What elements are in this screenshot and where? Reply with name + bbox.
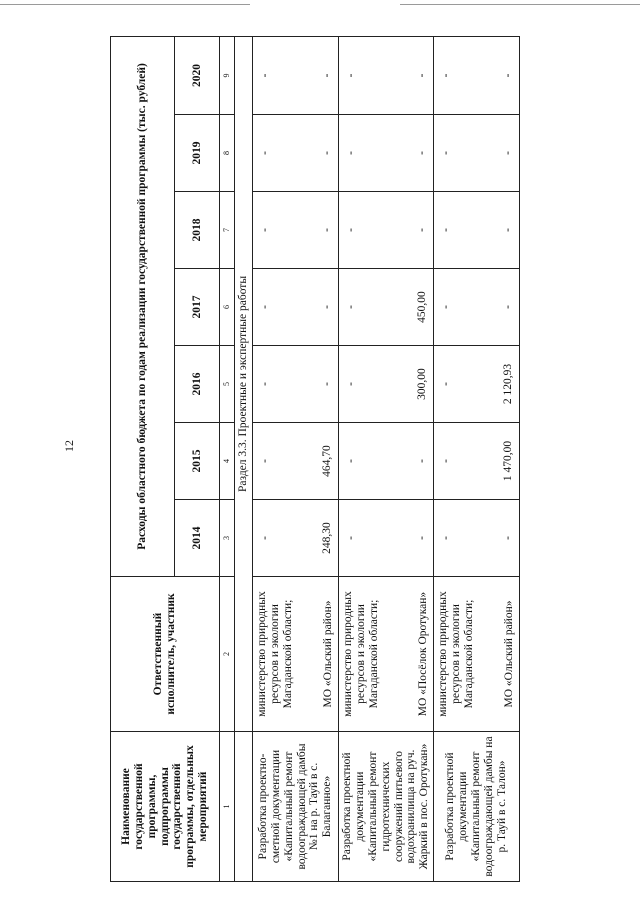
column-number: 6 — [220, 269, 235, 346]
executor-secondary: МО «Ольский район» — [503, 600, 516, 708]
value-primary: - — [345, 459, 357, 463]
value-secondary: - — [321, 73, 334, 78]
header-year: 2016 — [175, 346, 220, 423]
header-budget-title: Расходы областного бюджета по годам реализации государственной программы (тыс. рублей) — [111, 36, 175, 576]
header-year: 2017 — [175, 269, 220, 346]
rotated-table-container — [110, 37, 516, 882]
column-number: 2 — [220, 577, 235, 732]
budget-table — [110, 36, 520, 882]
value-cell — [434, 192, 520, 269]
value-primary: - — [440, 228, 453, 232]
value-secondary: - — [502, 305, 515, 309]
value-primary: - — [440, 459, 453, 463]
value-primary: - — [440, 73, 453, 78]
value-secondary: - — [321, 228, 334, 232]
value-cell — [434, 500, 520, 577]
value-primary: - — [440, 305, 453, 309]
value-primary: - — [345, 228, 357, 232]
column-number: 9 — [220, 36, 235, 114]
executor-cell — [339, 577, 434, 732]
value-primary: - — [440, 536, 453, 540]
value-primary: - — [259, 382, 271, 386]
measure-name: Разработка проектно-сметной документации «Капитальный ремонт водоограждающей дамбы №1 на р. Тауй в с. Балаганное» — [253, 732, 339, 882]
value-secondary: - — [502, 228, 515, 232]
value-cell — [339, 269, 434, 346]
scan-edge-line — [0, 4, 250, 5]
table-row — [253, 36, 339, 881]
header-year: 2015 — [175, 423, 220, 500]
value-secondary: - — [416, 228, 429, 232]
value-primary: - — [259, 536, 271, 540]
header-year: 2019 — [175, 115, 220, 192]
value-secondary: - — [321, 151, 334, 155]
executor-primary: министерство природных ресурсов и экологии Магаданской области; — [342, 591, 380, 717]
value-cell — [339, 500, 434, 577]
value-cell — [434, 269, 520, 346]
value-cell — [434, 423, 520, 500]
value-cell — [339, 346, 434, 423]
value-secondary: - — [321, 382, 334, 386]
column-number: 1 — [220, 732, 235, 882]
value-cell — [253, 423, 339, 500]
scan-edge-line — [400, 4, 640, 5]
section-row — [235, 36, 253, 881]
value-secondary: - — [502, 73, 515, 78]
column-number: 8 — [220, 115, 235, 192]
executor-primary: министерство природных ресурсов и экологии Магаданской области; — [437, 591, 475, 717]
value-primary: - — [259, 228, 271, 232]
column-number: 7 — [220, 192, 235, 269]
value-secondary: 450,00 — [416, 291, 429, 323]
value-primary: - — [345, 151, 357, 155]
executor-secondary: МО «Посёлок Оротукан» — [417, 591, 430, 717]
header-name: Наименование государственной программы, подпрограммы государственной программы, отдельных мероприятий — [111, 732, 220, 882]
value-cell — [434, 115, 520, 192]
column-number: 5 — [220, 346, 235, 423]
column-number: 3 — [220, 500, 235, 577]
table-row — [434, 36, 520, 881]
value-primary: - — [440, 151, 453, 155]
value-secondary: - — [321, 305, 334, 309]
header-year: 2018 — [175, 192, 220, 269]
value-primary: - — [259, 459, 271, 463]
value-secondary: 2 120,93 — [502, 363, 515, 405]
page-number: 12 — [62, 440, 76, 452]
executor-cell — [253, 577, 339, 732]
value-secondary: - — [416, 536, 429, 540]
value-primary: - — [345, 536, 357, 540]
value-secondary: - — [416, 459, 429, 463]
value-cell — [253, 346, 339, 423]
value-secondary: - — [416, 151, 429, 155]
value-secondary: 464,70 — [321, 445, 334, 477]
value-cell — [253, 192, 339, 269]
column-number: 4 — [220, 423, 235, 500]
value-cell — [253, 269, 339, 346]
value-cell — [253, 115, 339, 192]
header-executor: Ответственный исполнитель, участник — [111, 577, 220, 732]
measure-name: Разработка проектной документации «Капитальный ремонт гидротехнических сооружений питьевого водохранилища на руч. Жаркий в пос. Оротукан» — [339, 732, 434, 882]
value-primary: - — [345, 382, 357, 386]
value-primary: - — [345, 73, 357, 78]
value-cell — [339, 423, 434, 500]
value-cell — [253, 500, 339, 577]
executor-cell — [434, 577, 520, 732]
column-number-row — [220, 36, 235, 881]
value-cell — [253, 36, 339, 114]
value-secondary: - — [502, 151, 515, 155]
value-secondary: 1 470,00 — [502, 440, 515, 482]
value-primary: - — [259, 305, 271, 309]
table-row — [339, 36, 434, 881]
value-cell — [434, 36, 520, 114]
executor-secondary: МО «Ольский район» — [322, 600, 335, 708]
value-cell — [339, 36, 434, 114]
value-cell — [434, 346, 520, 423]
measure-name: Разработка проектной документации «Капитальный ремонт водоограждающей дамбы на р. Тауй в с. Талон» — [434, 732, 520, 882]
value-secondary: - — [502, 536, 515, 540]
executor-primary: министерство природных ресурсов и экологии Магаданской области; — [256, 591, 294, 717]
value-cell — [339, 115, 434, 192]
value-secondary: 300,00 — [416, 368, 429, 400]
section-spacer — [235, 732, 253, 882]
header-year: 2014 — [175, 500, 220, 577]
value-secondary: 248,30 — [321, 522, 334, 554]
section-title: Раздел 3.3. Проектные и экспертные работы — [235, 36, 253, 731]
value-primary: - — [440, 382, 453, 386]
header-year: 2020 — [175, 36, 220, 114]
value-secondary: - — [416, 73, 429, 78]
value-primary: - — [259, 151, 271, 155]
value-primary: - — [259, 73, 271, 78]
value-cell — [339, 192, 434, 269]
value-primary: - — [345, 305, 357, 309]
